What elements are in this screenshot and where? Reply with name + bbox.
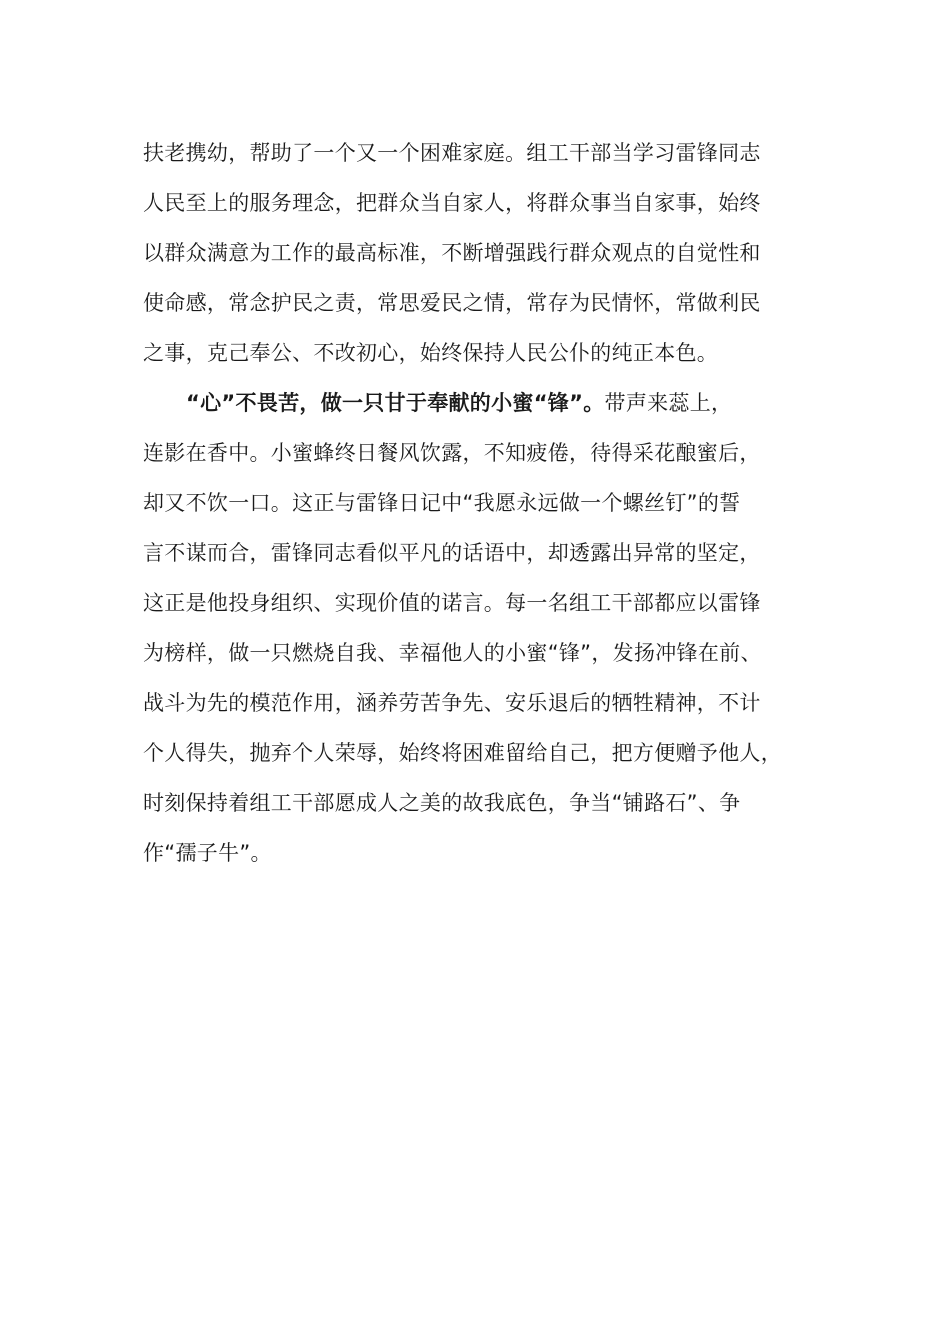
paragraph-line: 使命感，常念护民之责，常思爱民之情，常存为民情怀，常做利民 [143, 291, 761, 315]
heading-continuation: 带声来蕊上， [604, 391, 733, 415]
paragraph-line: 为榜样，做一只燃烧自我、幸福他人的小蜜“锋”，发扬冲锋在前、 [143, 641, 762, 665]
paragraph-line: 作“孺子牛”。 [143, 841, 272, 865]
paragraph-line: 以群众满意为工作的最高标准，不断增强践行群众观点的自觉性和 [143, 241, 761, 265]
paragraph-line: 时刻保持着组工干部愿成人之美的故我底色，争当“铺路石”、争 [143, 791, 741, 815]
paragraph-line: 这正是他投身组织、实现价值的诺言。每一名组工干部都应以雷锋 [143, 591, 761, 615]
body-text [143, 128, 807, 878]
paragraph-first-line [143, 378, 807, 428]
paragraph-line: 个人得失，抛弃个人荣辱，始终将困难留给自己，把方便赠予他人， [143, 741, 782, 765]
paragraph-line: 连影在香中。小蜜蜂终日餐风饮露，不知疲倦，待得采花酿蜜后， [143, 441, 761, 465]
paragraph-1 [143, 128, 807, 378]
paragraph-line: 却又不饮一口。这正与雷锋日记中“我愿永远做一个螺丝钉”的誓 [143, 491, 741, 515]
paragraph-line: 之事，克己奉公、不改初心，始终保持人民公仆的纯正本色。 [143, 341, 719, 365]
paragraph-line: 人民至上的服务理念，把群众当自家人，将群众事当自家事，始终 [143, 191, 761, 215]
paragraph-line: 扶老携幼，帮助了一个又一个困难家庭。组工干部当学习雷锋同志 [143, 141, 761, 165]
paragraph-line: 战斗为先的模范作用，涵养劳苦争先、安乐退后的牺牲精神，不计 [143, 691, 761, 715]
paragraph-line: 言不谋而合，雷锋同志看似平凡的话语中，却透露出异常的坚定， [143, 541, 761, 565]
section-heading: “心”不畏苦，做一只甘于奉献的小蜜“锋”。 [186, 391, 605, 415]
paragraph-2 [143, 378, 807, 878]
